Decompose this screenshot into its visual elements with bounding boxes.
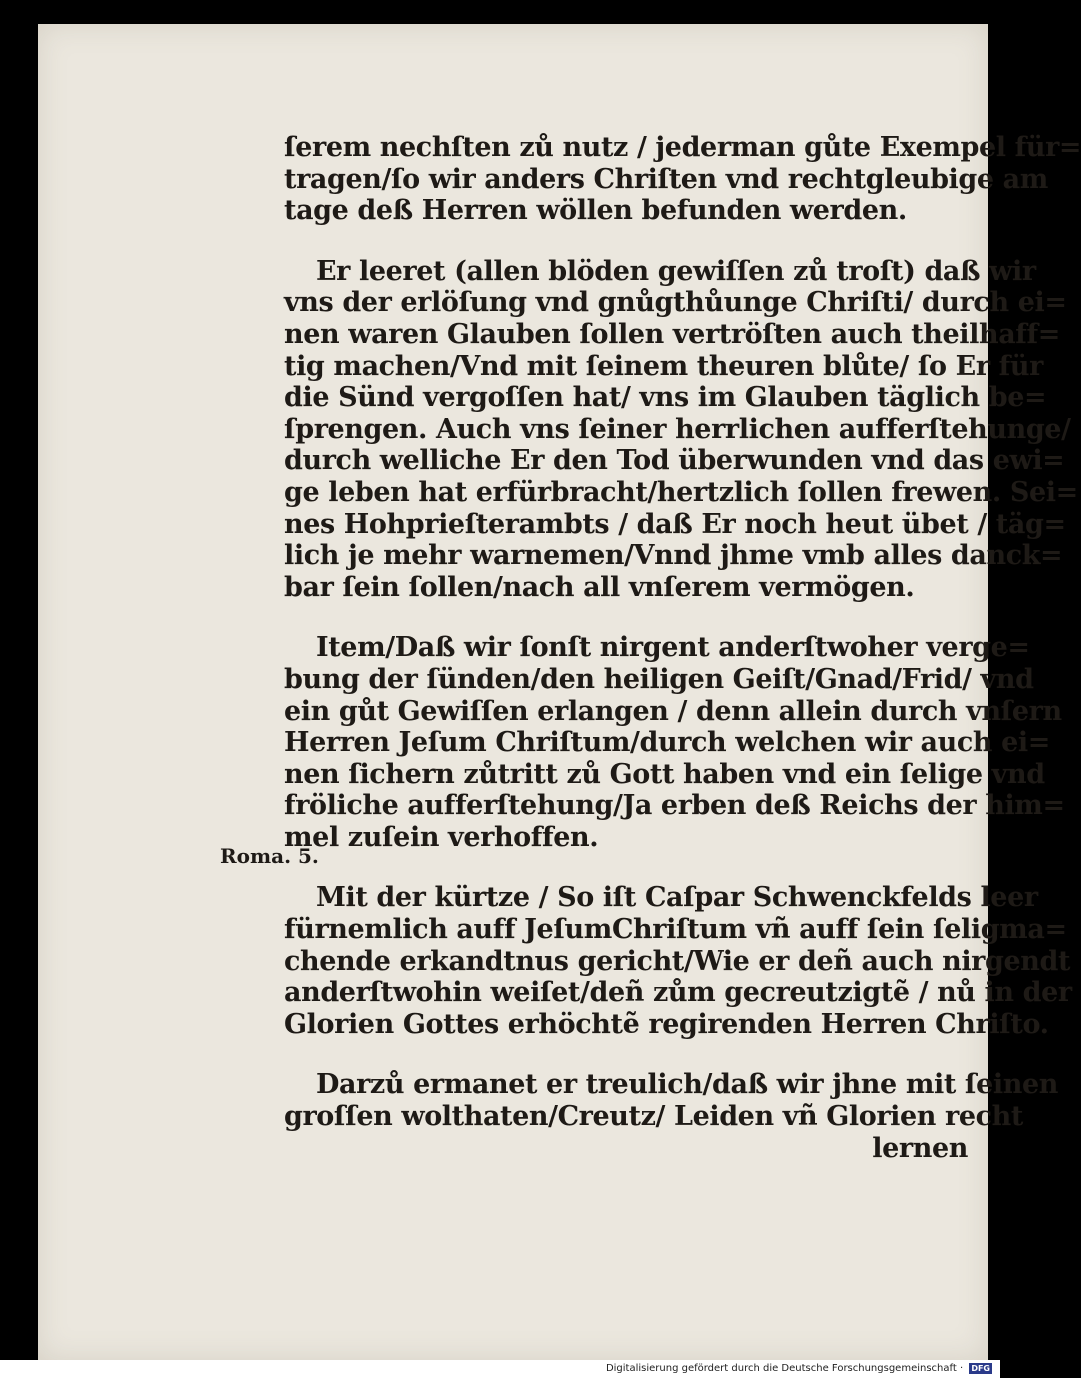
- text-line: chende erkandtnus gericht/Wie er deñ auch nirgendt: [284, 945, 1071, 977]
- dfg-logo-icon: DFG: [971, 1363, 990, 1373]
- text-line: bar ſein ſollen/nach all vnſerem vermögen.: [284, 571, 915, 603]
- text-line: Item/Daß wir ſonſt nirgent anderſtwoher verge=: [316, 632, 1030, 664]
- text-line: Darzů ermanet er treulich/daß wir jhne mit ſeinen: [316, 1069, 1059, 1101]
- text-line: anderſtwohin weiſet/deñ zům gecreutzigtẽ / nů in der: [284, 977, 1072, 1009]
- paragraph-gap: [284, 603, 968, 632]
- paragraph-gap: [284, 853, 968, 882]
- text-line: ſprengen. Auch vns ſeiner herrlichen aufferſtehunge/: [284, 413, 1071, 445]
- text-line: fröliche aufferſtehung/Ja erben deß Reichs der him=: [284, 790, 1065, 822]
- marginal-note: Roma. 5.: [220, 844, 319, 868]
- text-line: Mit der kürtze / So iſt Caſpar Schwenckfelds leer: [316, 882, 1038, 914]
- paragraph-gap: [284, 227, 968, 256]
- text-line: vns der erlöſung vnd gnůgthůunge Chriſti/ durch ei=: [284, 287, 1067, 319]
- text-line: ein gůt Gewiſſen erlangen / denn allein durch vnſern: [284, 695, 1062, 727]
- text-line: Herren Jeſum Chriſtum/durch welchen wir auch ei=: [284, 727, 1051, 759]
- paragraph-gap: [284, 1040, 968, 1069]
- catchword: lernen: [872, 1132, 968, 1164]
- text-line: mel zuſein verhoffen.: [284, 821, 599, 853]
- text-line: ſerem nechſten zů nutz / jederman gůte Exempel für=: [284, 132, 1081, 163]
- text-line: fürnemlich auff JeſumChriſtum vñ auff ſein ſeligma=: [284, 914, 1067, 946]
- body-text: [284, 132, 1081, 1164]
- text-line: ge leben hat erfürbracht/hertzlich ſollen frewen. Sei=: [284, 476, 1078, 508]
- text-line: durch welliche Er den Tod überwunden vnd das ewi=: [284, 445, 1065, 477]
- text-line: nes Hohprieſterambts / daß Er noch heut übet / täg=: [284, 508, 1066, 540]
- text-line: Er leeret (allen blöden gewiſſen zů troſt) daß wir: [316, 255, 1036, 287]
- digitization-footer: [0, 1360, 1000, 1378]
- text-line: Glorien Gottes erhöchtẽ regirenden Herren Chriſto.: [284, 1008, 1049, 1040]
- text-line: nen waren Glauben ſollen vertröſten auch theilhaff=: [284, 318, 1060, 350]
- text-line: bung der ſünden/den heiligen Geiſt/Gnad/Frid/ vnd: [284, 663, 1034, 695]
- text-line: die Sünd vergoſſen hat/ vns im Glauben täglich be=: [284, 382, 1047, 414]
- footer-credit: Digitalisierung gefördert durch die Deutsche Forschungsgemeinschaft ·: [605, 1363, 964, 1374]
- text-line: tragen/ſo wir anders Chriſten vnd rechtgleubige am: [284, 163, 1048, 195]
- text-line: lich je mehr warnemen/Vnnd jhme vmb alles danck=: [284, 540, 1063, 572]
- book-page: [38, 24, 1081, 1360]
- text-line: tig machen/Vnd mit ſeinem theuren blůte/ ſo Er für: [284, 350, 1043, 382]
- text-line: nen ſichern zůtritt zů Gott haben vnd ein ſelige vnd: [284, 758, 1045, 790]
- text-line: groſſen wolthaten/Creutz/ Leiden vñ Glorien recht: [284, 1101, 1023, 1133]
- text-line: tage deß Herren wöllen befunden werden.: [284, 195, 907, 227]
